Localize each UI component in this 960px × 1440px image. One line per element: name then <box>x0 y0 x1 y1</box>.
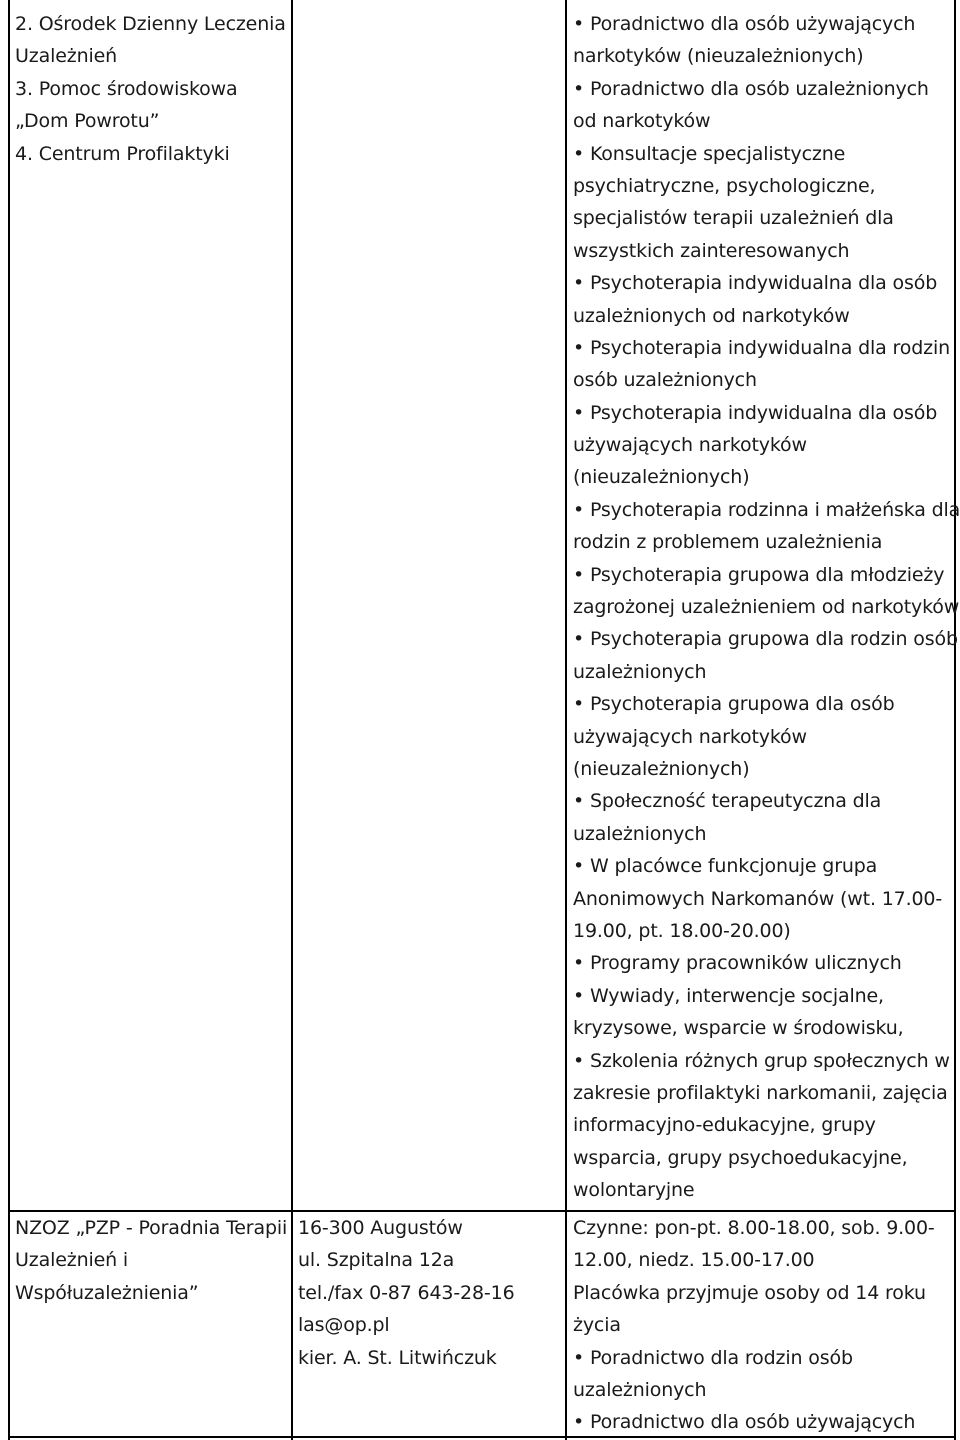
address-cell-row2 <box>298 1212 515 1374</box>
text-line: Uzależnień <box>15 45 118 68</box>
text-line: • Psychoterapia indywidualna dla osób <box>573 272 938 295</box>
text-line: życia <box>573 1314 621 1337</box>
text-line: Czynne: pon-pt. 8.00-18.00, sob. 9.00- <box>573 1217 935 1239</box>
text-line: 12.00, niedz. 15.00-17.00 <box>573 1249 815 1272</box>
text-line: • Szkolenia różnych grup społecznych w <box>573 1049 950 1072</box>
text-line: • Poradnictwo dla osób używających <box>573 13 916 35</box>
text-line: ul. Szpitalna 12a <box>298 1249 455 1272</box>
text-line: • Poradnictwo dla osób uzależnionych <box>573 77 929 100</box>
text-line: zakresie profilaktyki narkomanii, zajęcia <box>573 1081 948 1104</box>
text-line: NZOZ „PZP - Poradnia Terapii <box>15 1217 288 1239</box>
text-line: zagrożonej uzależnieniem od narkotyków <box>573 596 960 619</box>
services-cell-row1 <box>573 8 960 1206</box>
text-line: (nieuzależnionych) <box>573 466 750 489</box>
text-line: 19.00, pt. 18.00-20.00) <box>573 919 791 942</box>
text-line: uzależnionych <box>573 822 707 845</box>
text-line: 16-300 Augustów <box>298 1217 463 1239</box>
text-line: Placówka przyjmuje osoby od 14 roku <box>573 1281 926 1304</box>
text-line: • Wywiady, interwencje socjalne, <box>573 984 884 1007</box>
institution-cell-row1 <box>15 8 286 170</box>
text-line: używających narkotyków <box>573 725 807 748</box>
text-line: • Społeczność terapeutyczna dla <box>573 790 882 813</box>
text-line: uzależnionych <box>573 1378 707 1401</box>
text-line: kier. A. St. Litwińczuk <box>298 1346 497 1369</box>
text-line: • Konsultacje specjalistyczne <box>573 142 846 165</box>
text-line: 3. Pomoc środowiskowa <box>15 77 238 100</box>
text-line: • Poradnictwo dla rodzin osób <box>573 1346 853 1369</box>
text-line: wsparcia, grupy psychoedukacyjne, <box>573 1146 908 1169</box>
text-line: • Psychoterapia grupowa dla młodzieży <box>573 563 945 586</box>
text-line: • W placówce funkcjonuje grupa <box>573 855 878 878</box>
text-line: wolontaryjne <box>573 1179 695 1202</box>
text-line: od narkotyków <box>573 110 711 133</box>
services-cell-row2 <box>573 1212 935 1439</box>
table-divider-2 <box>565 0 567 1440</box>
text-line: las@op.pl <box>298 1314 390 1337</box>
text-line: Współuzależnienia” <box>15 1281 199 1304</box>
text-line: • Poradnictwo dla osób używających <box>573 1411 916 1434</box>
text-line: Uzależnień i <box>15 1249 129 1272</box>
text-line: • Psychoterapia grupowa dla rodzin osób <box>573 628 958 651</box>
institution-cell-row2 <box>15 1212 287 1309</box>
text-line: osób uzależnionych <box>573 369 757 392</box>
text-line: • Psychoterapia rodzinna i małżeńska dla <box>573 498 960 521</box>
text-line: specjalistów terapii uzależnień dla <box>573 207 894 230</box>
text-line: kryzysowe, wsparcie w środowisku, <box>573 1017 904 1040</box>
text-line: uzależnionych <box>573 660 707 683</box>
text-line: • Programy pracowników ulicznych <box>573 952 902 975</box>
table-border-left <box>8 0 10 1440</box>
text-line: używających narkotyków <box>573 434 807 457</box>
text-line: • Psychoterapia grupowa dla osób <box>573 693 895 716</box>
text-line: uzależnionych od narkotyków <box>573 304 850 327</box>
table-divider-1 <box>291 0 293 1440</box>
text-line: wszystkich zainteresowanych <box>573 239 850 262</box>
text-line: • Psychoterapia indywidualna dla osób <box>573 401 938 424</box>
text-line: rodzin z problemem uzależnienia <box>573 531 883 554</box>
text-line: psychiatryczne, psychologiczne, <box>573 174 876 197</box>
text-line: „Dom Powrotu” <box>15 110 160 133</box>
text-line: • Psychoterapia indywidualna dla rodzin <box>573 336 950 359</box>
text-line: tel./fax 0-87 643-28-16 <box>298 1281 515 1304</box>
text-line: narkotyków (nieuzależnionych) <box>573 45 864 68</box>
text-line: 2. Ośrodek Dzienny Leczenia <box>15 13 286 35</box>
text-line: 4. Centrum Profilaktyki <box>15 142 230 165</box>
text-line: (nieuzależnionych) <box>573 757 750 780</box>
text-line: informacyjno-edukacyjne, grupy <box>573 1114 876 1137</box>
text-line: Anonimowych Narkomanów (wt. 17.00- <box>573 887 943 910</box>
